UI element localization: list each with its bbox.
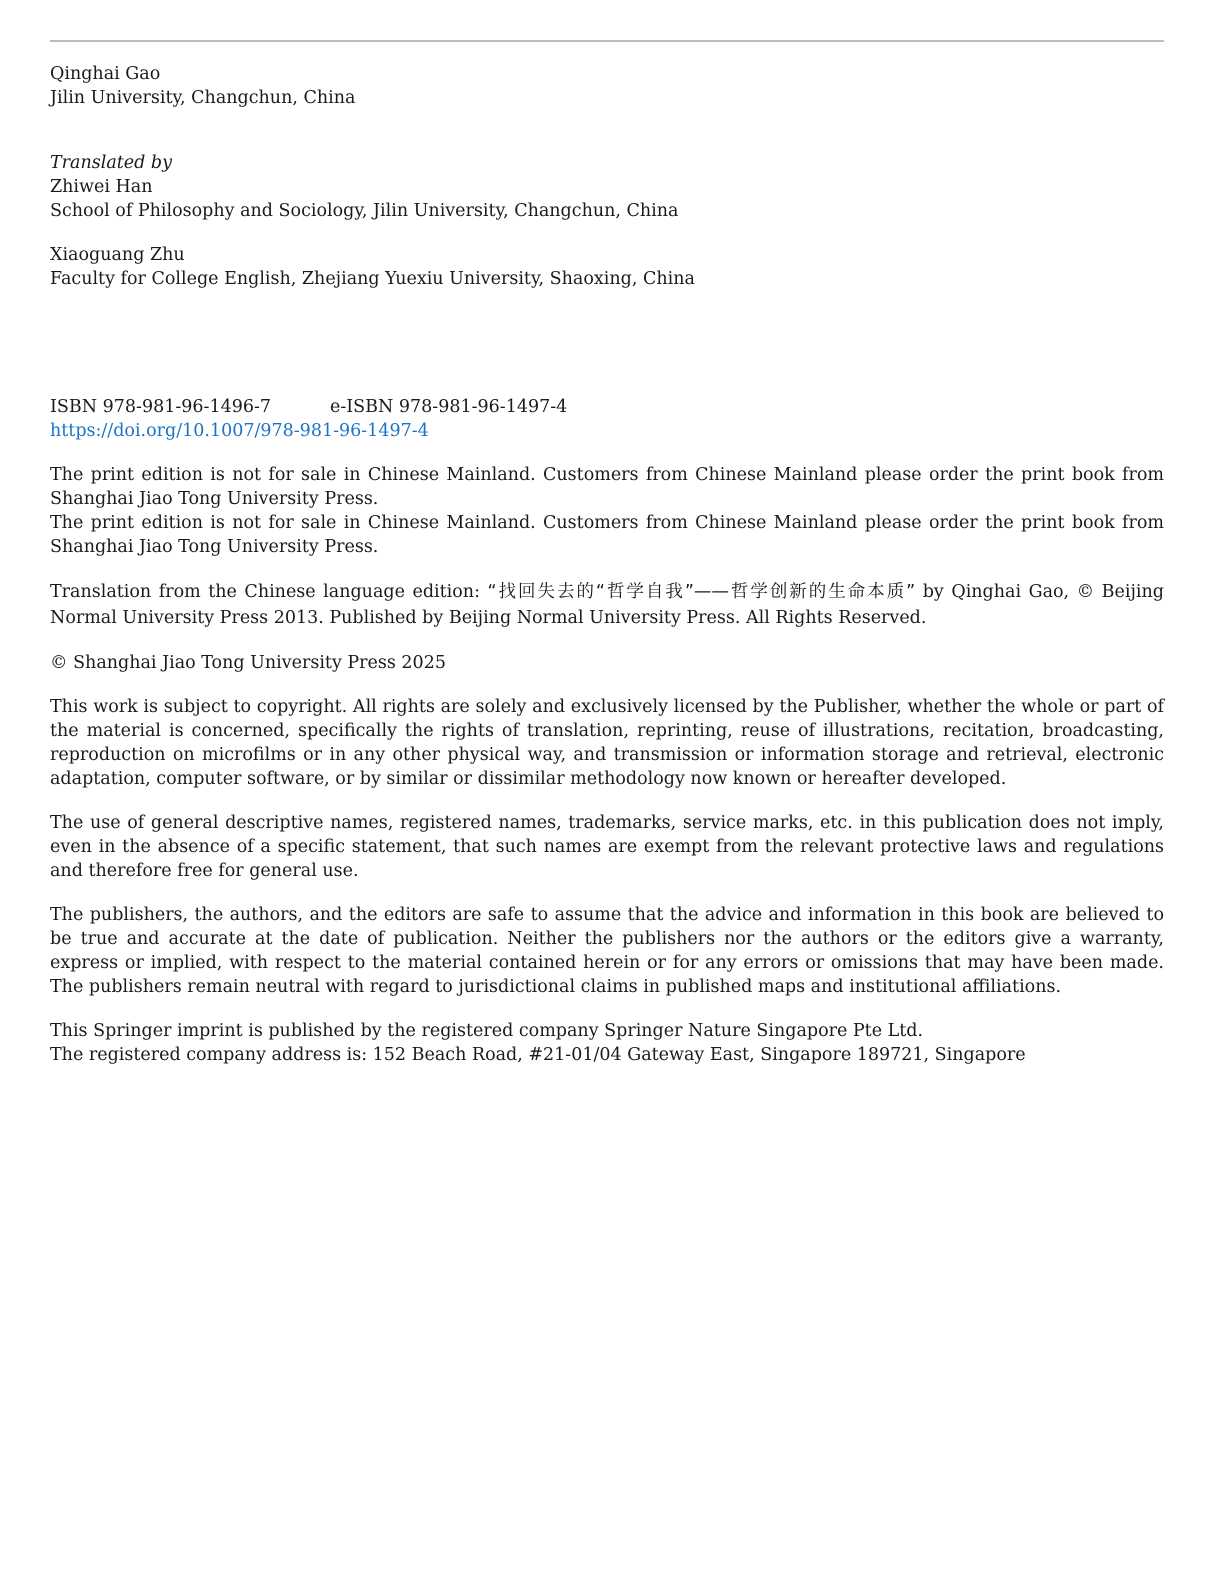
translation-note-suffix: by Qinghai Gao, © Beijing Normal University Press 2013. Published by Beijing Normal University Press. All Rights Reserved. bbox=[50, 582, 1164, 628]
translator-affiliation: School of Philosophy and Sociology, Jilin University, Changchun, China bbox=[50, 201, 679, 221]
author-block bbox=[50, 62, 1164, 110]
sale-notice: The print edition is not for sale in Chinese Mainland. Customers from Chinese Mainland please order the print book from Shanghai Jiao Tong University Press. bbox=[50, 513, 1164, 557]
eisbn: e-ISBN 978-981-96-1497-4 bbox=[330, 397, 568, 417]
translation-note bbox=[50, 579, 1164, 631]
translators-block bbox=[50, 151, 1164, 223]
top-rule bbox=[50, 40, 1164, 42]
author-name: Qinghai Gao bbox=[50, 64, 161, 84]
translation-note-block bbox=[50, 579, 1164, 631]
sale-notice-block bbox=[50, 463, 1164, 559]
translator-name: Xiaoguang Zhu bbox=[50, 245, 185, 265]
translator-affiliation: Faculty for College English, Zhejiang Yuexiu University, Shaoxing, China bbox=[50, 269, 695, 289]
copyright-block bbox=[50, 651, 1164, 675]
legal-paragraph: The publishers, the authors, and the editors are safe to assume that the advice and information in this book are believed to be true and accurate at the date of publication. Neither the publishers nor the authors or the editors give a warranty, express or implied, with respect to the material contained herein or for any errors or omissions that may have been made. The publishers remain neutral with regard to jurisdictional claims in published maps and institutional affiliations. bbox=[50, 905, 1164, 997]
imprint-address: The registered company address is: 152 Beach Road, #21-01/04 Gateway East, Singapore 189721, Singapore bbox=[50, 1045, 1026, 1065]
imprint-line: This Springer imprint is published by the registered company Springer Nature Singapore Pte Ltd. bbox=[50, 1021, 924, 1041]
isbn-block bbox=[50, 395, 1164, 443]
translator-block-2 bbox=[50, 243, 1164, 291]
copyright-line: © Shanghai Jiao Tong University Press 2025 bbox=[50, 653, 446, 673]
translator-name: Zhiwei Han bbox=[50, 177, 153, 197]
translated-by-label: Translated by bbox=[50, 153, 172, 173]
copyright-page bbox=[50, 62, 1164, 1067]
legal-paragraphs bbox=[50, 695, 1164, 999]
doi-link[interactable]: https://doi.org/10.1007/978-981-96-1497-4 bbox=[50, 421, 429, 441]
isbn: ISBN 978-981-96-1496-7 bbox=[50, 397, 272, 417]
author-affiliation: Jilin University, Changchun, China bbox=[50, 88, 356, 108]
legal-paragraph: The use of general descriptive names, registered names, trademarks, service marks, etc. in this publication does not imply, even in the absence of a specific statement, that such names are exempt from the relevant protective laws and regulations and therefore free for general use. bbox=[50, 813, 1164, 881]
isbn-row bbox=[50, 395, 1164, 419]
legal-paragraph: This work is subject to copyright. All rights are solely and exclusively licensed by the Publisher, whether the whole or part of the material is concerned, specifically the rights of translation, reprinting, reuse of illustrations, recitation, broadcasting, reproduction on microfilms or in any other physical way, and transmission or information storage and retrieval, electronic adaptation, computer software, or by similar or dissimilar methodology now known or hereafter developed. bbox=[50, 697, 1164, 789]
sale-notice: The print edition is not for sale in Chinese Mainland. Customers from Chinese Mainland please order the print book from Shanghai Jiao Tong University Press. bbox=[50, 465, 1164, 509]
translation-note-prefix: Translation from the Chinese language edition: bbox=[50, 582, 488, 602]
chinese-title: “找回失去的“哲学自我”——哲学创新的生命本质” bbox=[487, 582, 916, 602]
imprint-block bbox=[50, 1019, 1164, 1067]
